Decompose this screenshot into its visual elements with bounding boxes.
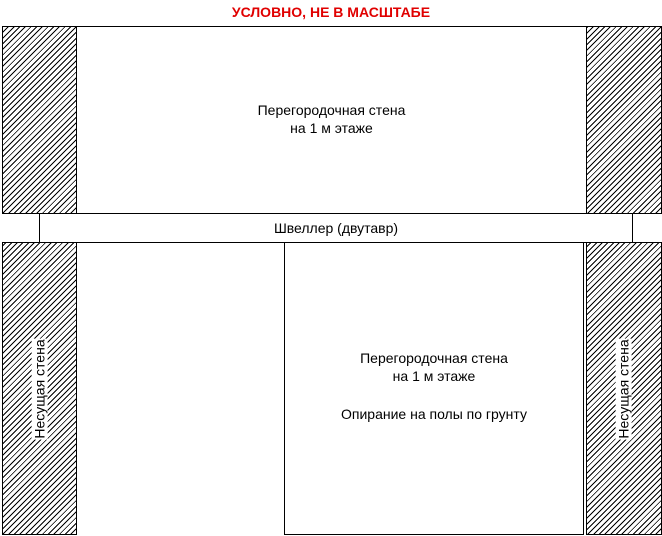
beam bbox=[39, 213, 633, 243]
left-wall-label: Несущая стена bbox=[31, 338, 48, 439]
diagram-title: УСЛОВНО, НЕ В МАСШТАБЕ bbox=[231, 4, 431, 20]
upper-left-wall bbox=[2, 26, 77, 214]
lower-partition-line3: Опирание на полы по грунту bbox=[341, 406, 527, 422]
upper-partition-line2: на 1 м этаже bbox=[290, 120, 373, 136]
lower-partition-label bbox=[285, 349, 583, 423]
beam-label: Швеллер (двутавр) bbox=[273, 220, 399, 236]
lower-partition-wall bbox=[284, 242, 584, 535]
lower-left-load-bearing-wall bbox=[2, 242, 77, 535]
upper-right-wall bbox=[586, 26, 662, 214]
upper-partition-label bbox=[77, 101, 586, 137]
upper-partition-line1: Перегородочная стена bbox=[257, 102, 406, 118]
right-wall-label: Несущая стена bbox=[616, 338, 633, 439]
lower-partition-line1: Перегородочная стена bbox=[360, 350, 508, 366]
lower-partition-line2: на 1 м этаже bbox=[392, 368, 476, 384]
lower-right-load-bearing-wall bbox=[586, 242, 662, 535]
upper-partition-wall bbox=[76, 26, 587, 214]
